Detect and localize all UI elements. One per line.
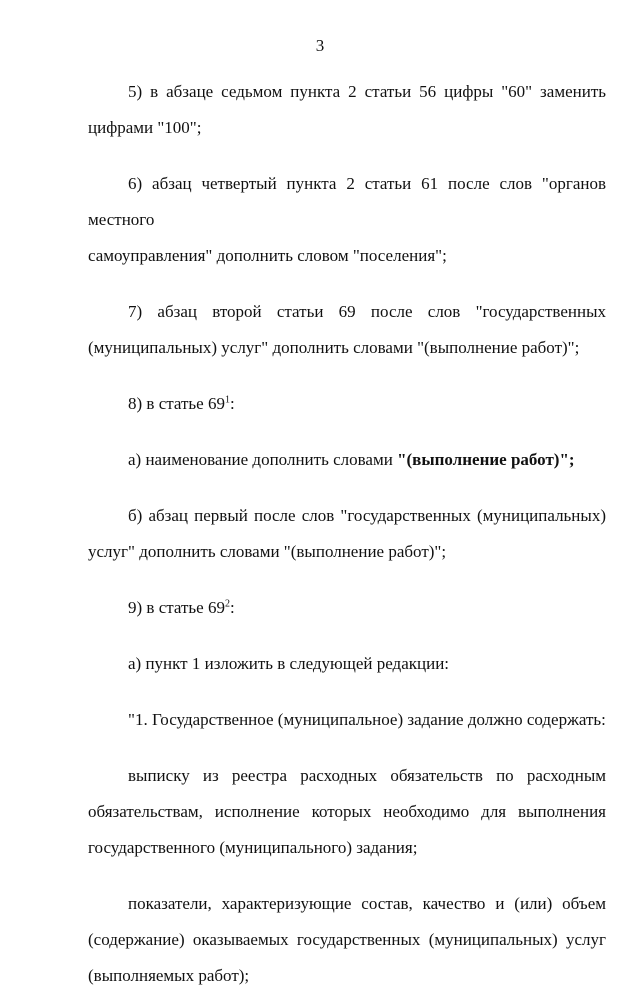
paragraph-5-line-1: 5) в абзаце седьмом пункта 2 статьи 56 цифры "60" заменить xyxy=(128,82,606,101)
paragraph-8a xyxy=(88,442,606,478)
paragraph-5-line-2: цифрами "100"; xyxy=(88,118,202,137)
paragraph-8a-text: а) наименование дополнить словами xyxy=(128,450,398,469)
paragraph-9-text: 9) в статье 69 xyxy=(128,598,225,617)
paragraph-7-line-1: 7) абзац второй статьи 69 после слов "государственных xyxy=(128,302,606,321)
paragraph-8b-line-2: услуг" дополнить словами "(выполнение работ)"; xyxy=(88,542,447,561)
paragraph-8 xyxy=(88,386,606,422)
quoted-paragraph: "1. Государственное (муниципальное) задание должно содержать: xyxy=(128,710,606,729)
list-item-2-line-2: (содержание) оказываемых государственных (муниципальных) услуг xyxy=(88,930,606,949)
list-item-2-line-3: (выполняемых работ); xyxy=(88,966,250,985)
paragraph-6-line-2: самоуправления" дополнить словом "поселения"; xyxy=(88,246,447,265)
document-body xyxy=(88,74,606,994)
paragraph-9-suffix: : xyxy=(229,598,235,617)
list-item-1-line-3: государственного (муниципального) задания; xyxy=(88,838,418,857)
list-item-1-line-2: обязательствам, исполнение которых необходимо для выполнения xyxy=(88,802,606,821)
paragraph-8-suffix: : xyxy=(229,394,235,413)
paragraph-9-superscript: 2 xyxy=(224,598,230,610)
paragraph-6-line-1: 6) абзац четвертый пункта 2 статьи 61 после слов "органов местного xyxy=(88,174,606,229)
list-item-1-line-1: выписку из реестра расходных обязательств по расходным xyxy=(128,766,606,785)
paragraph-8b-line-1: б) абзац первый после слов "государственных (муниципальных) xyxy=(128,506,606,525)
paragraph-9 xyxy=(88,590,606,626)
paragraph-8a-bold: "(выполнение работ)"; xyxy=(397,450,575,469)
paragraph-8-text: 8) в статье 69 xyxy=(128,394,225,413)
page-number: 3 xyxy=(315,36,325,55)
list-item-2-line-1: показатели, характеризующие состав, качество и (или) объем xyxy=(128,894,606,913)
paragraph-8-superscript: 1 xyxy=(224,394,230,406)
paragraph-9a: а) пункт 1 изложить в следующей редакции: xyxy=(128,654,450,673)
paragraph-7-line-2: (муниципальных) услуг" дополнить словами "(выполнение работ)"; xyxy=(88,338,580,357)
